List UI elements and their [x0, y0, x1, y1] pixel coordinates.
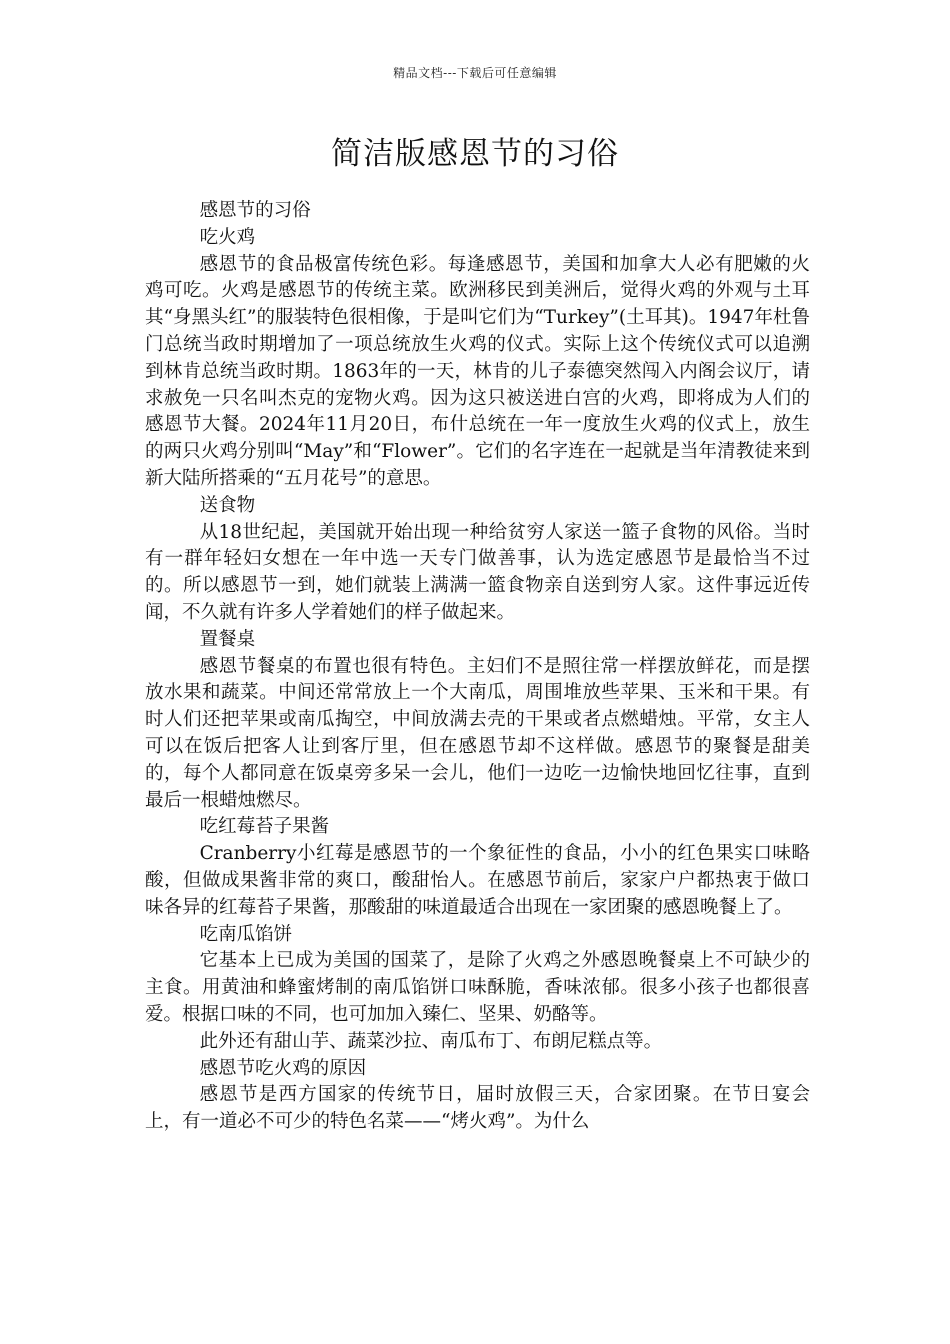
section-heading: 置餐桌 [199, 628, 256, 650]
document-body [145, 198, 810, 1136]
section-heading: 吃红莓苔子果酱 [199, 816, 330, 838]
body-paragraph: 感恩节是西方国家的传统节日，届时放假三天，合家团聚。在节日宴会上，有一道必不可少的特色名菜——“烤火鸡”。为什么 [145, 1084, 810, 1133]
section-heading: 感恩节的习俗 [199, 200, 311, 221]
document-title: 简洁版感恩节的习俗 [331, 136, 619, 172]
section-heading: 吃南瓜馅饼 [199, 923, 293, 945]
body-paragraph: 感恩节餐桌的布置也很有特色。主妇们不是照往常一样摆放鲜花，而是摆放水果和蔬菜。中间还常常放上一个大南瓜，周围堆放些苹果、玉米和干果。有时人们还把苹果或南瓜掏空，中间放满去壳的干果或者点燃蜡烛。平常，女主人可以在饭后把客人让到客厅里，但在感恩节却不这样做。感恩节的聚餐是甜美的，每个人都同意在饭桌旁多呆一会儿，他们一边吃一边愉快地回忆往事，直到最后一根蜡烛燃尽。 [145, 655, 810, 811]
section-heading: 吃火鸡 [199, 226, 256, 248]
body-paragraph: 感恩节的食品极富传统色彩。每逢感恩节，美国和加拿大人必有肥嫩的火鸡可吃。火鸡是感恩节的传统主菜。欧洲移民到美洲后，觉得火鸡的外观与土耳其“身黑头红”的服装特色很相像，于是叫它们为“Turkey”(土耳其)。1947年杜鲁门总统当政时期增加了一项总统放生火鸡的仪式。实际上这个传统仪式可以追溯到林肯总统当政时期。1863年的一天，林肯的儿子泰德突然闯入内阁会议厅，请求赦免一只名叫杰克的宠物火鸡。因为这只被送进白宫的火鸡，即将成为人们的感恩节大餐。2024年11月20日，布什总统在一年一度放生火鸡的仪式上，放生的两只火鸡分别叫“May”和“Flower”。它们的名字连在一起就是当年清教徒来到新大陆所搭乘的“五月花号”的意思。 [145, 253, 810, 489]
section-heading: 感恩节吃火鸡的原因 [199, 1057, 367, 1079]
body-paragraph: 此外还有甜山芋、蔬菜沙拉、南瓜布丁、布朗尼糕点等。 [199, 1030, 663, 1052]
page-header: 精品文档---下载后可任意编辑 [393, 66, 557, 80]
body-paragraph: 它基本上已成为美国的国菜了，是除了火鸡之外感恩晚餐桌上不可缺少的主食。用黄油和蜂蜜烤制的南瓜馅饼口味酥脆，香味浓郁。很多小孩子也都很喜爱。根据口味的不同，也可加加入臻仁、坚果、奶酪等。 [145, 950, 810, 1025]
body-paragraph: 从18世纪起，美国就开始出现一种给贫穷人家送一篮子食物的风俗。当时有一群年轻妇女想在一年中选一天专门做善事，认为选定感恩节是最恰当不过的。所以感恩节一到，她们就装上满满一篮食物亲自送到穷人家。这件事远近传闻，不久就有许多人学着她们的样子做起来。 [145, 521, 810, 623]
body-paragraph: Cranberry小红莓是感恩节的一个象征性的食品，小小的红色果实口味略酸，但做成果酱非常的爽口，酸甜怡人。在感恩节前后，家家户户都热衷于做口味各异的红莓苔子果酱，那酸甜的味道最适合出现在一家团聚的感恩晚餐上了。 [145, 843, 810, 918]
section-heading: 送食物 [199, 494, 256, 516]
